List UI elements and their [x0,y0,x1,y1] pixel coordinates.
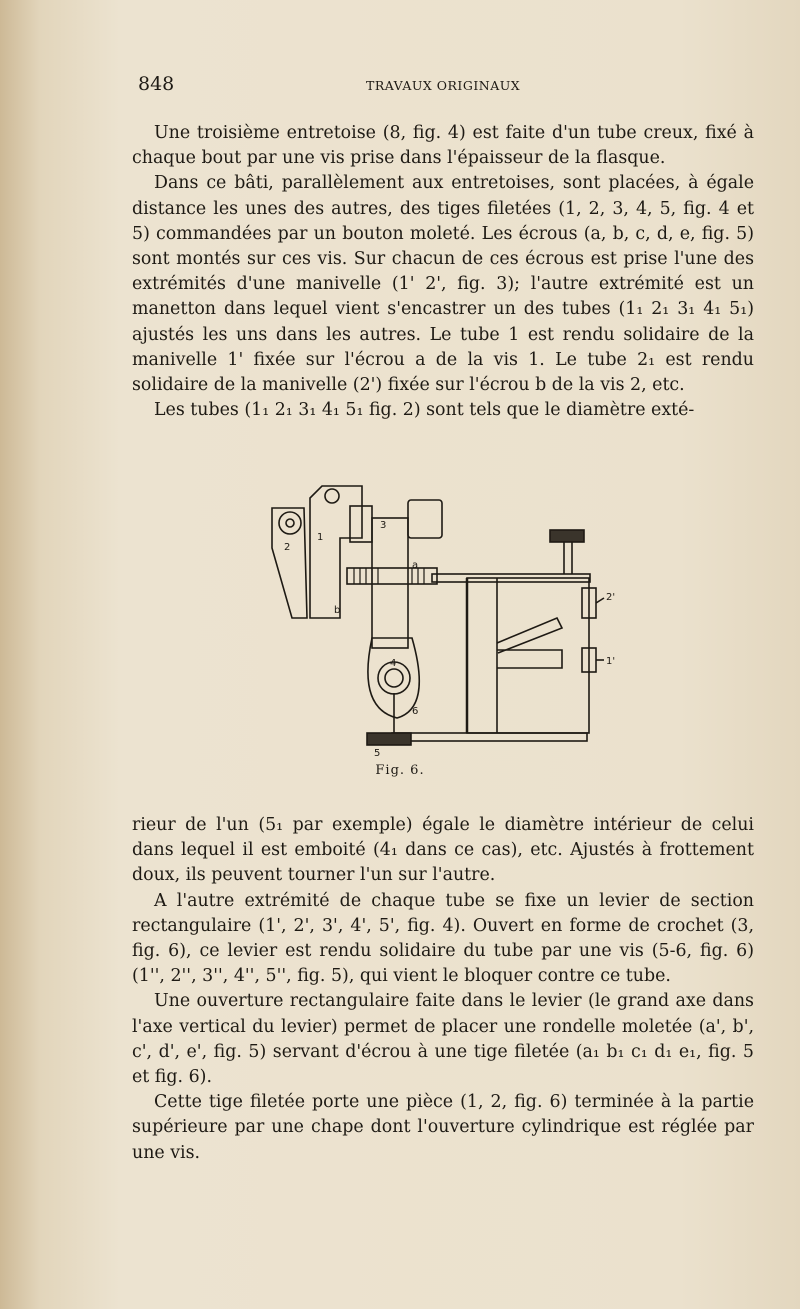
bottom-knob [367,733,411,745]
paragraph: rieur de l'un (5₁ par exemple) égale le diamètre intérieur de celui dans lequel il est emboité (4₁ dans ce cas), etc. Ajustés à frottement doux, ils peuvent tourner l'un sur l'autre. [132,815,754,886]
figure-6-illustration [262,478,634,758]
cap-cylinder [408,500,442,538]
paragraph: A l'autre extrémité de chaque tube se fixe un levier de section rectangulaire (1', 2', 3', 4', 5', fig. 4). Ouvert en forme de crochet (3, fig. 6), ce levier est rendu solidaire du tube par une vis (5-6, fig. 6) (1'', 2'', 3'', 4'', 5'', fig. 5), qui vient le bloquer contre ce tube. [132,890,754,987]
page-header [138,73,758,97]
fig-label: 4 [390,658,397,669]
fig-label: 6 [412,706,419,717]
hook-piece [272,508,307,618]
text-block-before-figure [132,121,754,423]
paragraph: Une ouverture rectangulaire faite dans le levier (le grand axe dans l'axe vertical du levier) permet de placer une rondelle moletée (a', b', c', d', e', fig. 5) servant d'écrou à une tige filetée (a₁ b₁ c₁ d₁ e₁, fig. 5 et fig. 6). [132,991,754,1088]
paragraph: Une troisième entretoise (8, fig. 4) est faite d'un tube creux, fixé à chaque bout par une vis prise dans l'épaisseur de la flasque. [132,123,754,169]
fig-label: 2' [606,592,616,603]
frame-outline [467,578,589,733]
top-knob [550,530,584,542]
fig-label: 5 [374,748,381,758]
bottom-rail [392,733,587,741]
fig-label: b [334,605,341,616]
page-number: 848 [138,73,175,95]
fig-label: 1' [606,656,616,667]
fig-label: 2 [284,542,291,553]
running-head: TRAVAUX ORIGINAUX [366,78,521,93]
fig-label: a [412,560,419,571]
fig-label: 3 [380,520,387,531]
column-block [372,518,408,648]
fig-label: 1 [317,532,324,543]
figure-caption: Fig. 6. [375,763,425,778]
paragraph: Les tubes (1₁ 2₁ 3₁ 4₁ 5₁ fig. 2) sont tels que le diamètre exté- [154,400,695,421]
paragraph: Dans ce bâti, parallèlement aux entretoises, sont placées, à égale distance les unes des autres, des tiges filetées (1, 2, 3, 4, 5, fig. 4 et 5) commandées par un bouton moleté. Les écrous (a, b, c, d, e, fig. 5) sont montés sur ces vis. Sur chacun de ces écrous est prise l'une des extrémités d'une manivelle (1' 2', fig. 3); l'autre extrémité est un manetton dans lequel vient s'encastrer un des tubes (1₁ 2₁ 3₁ 4₁ 5₁) ajustés les uns dans les autres. Le tube 1 est rendu solidaire de la manivelle 1' fixée sur l'écrou a de la vis 1. Le tube 2₁ est rendu solidaire de la manivelle (2') fixée sur l'écrou b de la vis 2, etc. [132,173,754,396]
text-block-after-figure [132,813,754,1166]
paragraph: Cette tige filetée porte une pièce (1, 2, fig. 6) terminée à la partie supérieure par une chape dont l'ouverture cylindrique est réglée par une vis. [132,1092,754,1163]
